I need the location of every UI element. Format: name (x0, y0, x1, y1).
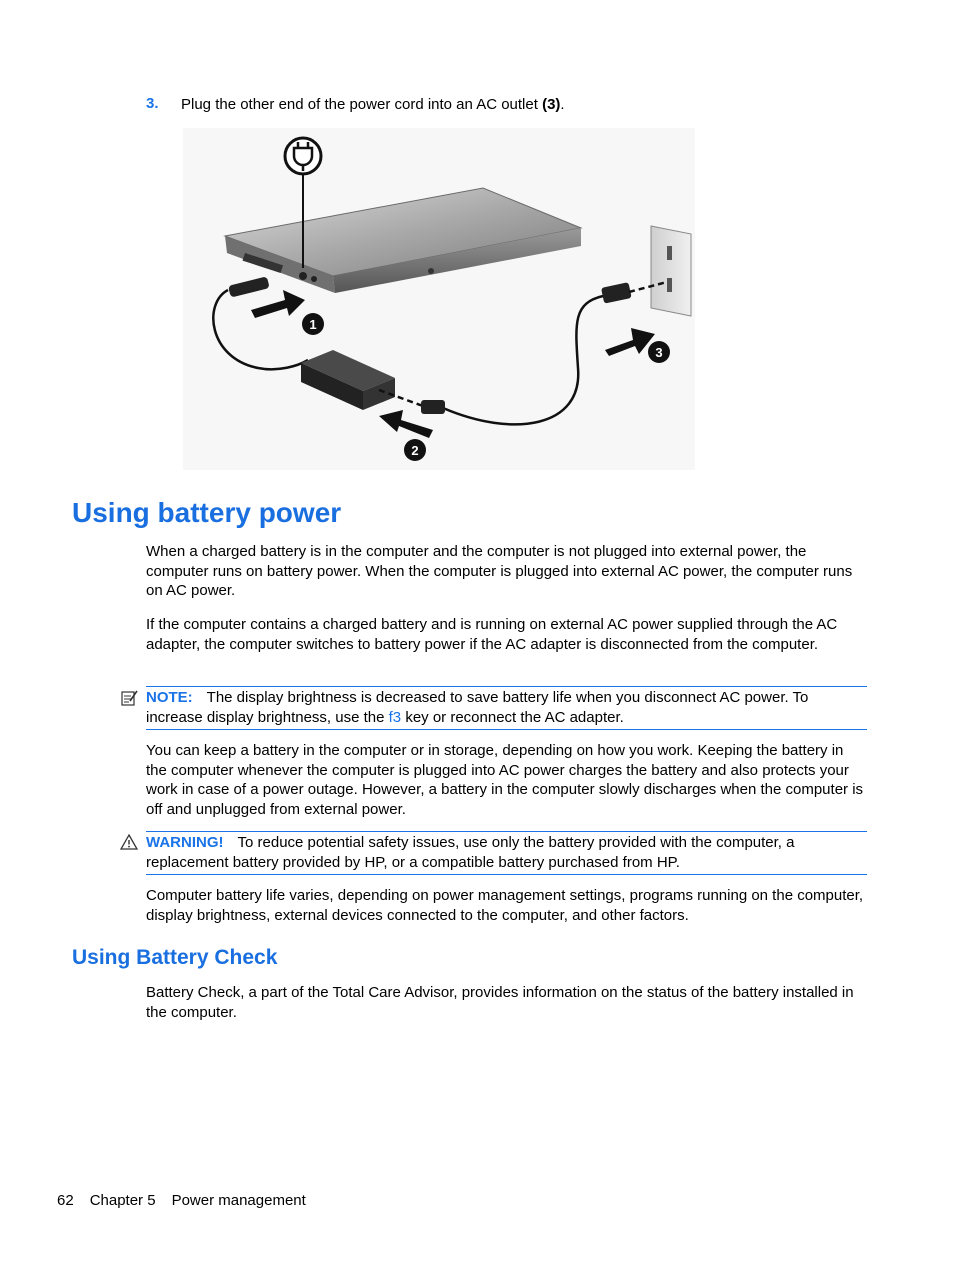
paragraph-battery-power-3: You can keep a battery in the computer or in storage, depending on how you work. Keeping the battery in the computer whenever the computer is plugged into AC power charges the battery and also protects your work in case of a power outage. However, a battery in the computer slowly discharges when the computer is off and unplugged from external power. (146, 742, 864, 818)
warning-callout (146, 831, 867, 875)
paragraph-battery-check-1: Battery Check, a part of the Total Care Advisor, provides information on the status of the battery installed in the computer. (146, 984, 854, 1021)
step-text (181, 95, 565, 114)
wall-outlet (651, 226, 691, 316)
callout-2-label: 2 (411, 443, 419, 458)
f3-key-link[interactable]: f3 (388, 708, 402, 726)
warning-icon (120, 833, 138, 851)
ac-cord-plug (421, 400, 445, 414)
step-number: 3. (146, 95, 159, 112)
note-text-end: key or reconnect the AC adapter. (401, 708, 624, 726)
chapter-title: Power management (171, 1192, 306, 1209)
paragraph-battery-power-2: If the computer contains a charged battery and is running on external AC power supplied through the AC adapter, the computer switches to battery power if the AC adapter is disconnected from the computer. (146, 616, 838, 653)
callout-1-icon (302, 313, 324, 335)
section-heading-battery-power: Using battery power (72, 497, 342, 528)
callout-3-label: 3 (655, 345, 663, 360)
note-callout (146, 686, 867, 730)
step-callout-ref: (3) (542, 96, 561, 113)
callout-1-label: 1 (309, 317, 317, 332)
section-heading-battery-check: Using Battery Check (72, 946, 278, 969)
callout-3-icon (648, 341, 670, 363)
paragraph-battery-power-1: When a charged battery is in the computer and the computer is not plugged into external power, the computer runs on battery power. When the computer is plugged into external AC power, the computer runs on AC power. (146, 543, 853, 599)
page-footer (57, 1192, 322, 1209)
warning-label: WARNING! (146, 834, 224, 851)
step-text-end: . (560, 96, 565, 113)
chapter-label: Chapter 5 (89, 1192, 156, 1209)
note-text: The display brightness is decreased to save battery life when you disconnect AC power. To increase display brightness, use the (146, 689, 809, 726)
page-number: 62 (57, 1192, 74, 1209)
warning-text: To reduce potential safety issues, use only the battery provided with the computer, a replacement battery provided by HP, or a compatible battery purchased from HP. (146, 834, 795, 871)
note-label: NOTE: (146, 689, 193, 706)
paragraph-battery-power-4: Computer battery life varies, depending on power management settings, programs running on the computer, display brightness, external devices connected to the computer, and other factors. (146, 887, 864, 924)
callout-2-icon (404, 439, 426, 461)
note-icon (120, 689, 138, 707)
power-connection-illustration (183, 128, 695, 470)
step-text-main: Plug the other end of the power cord into an AC outlet (181, 96, 543, 113)
